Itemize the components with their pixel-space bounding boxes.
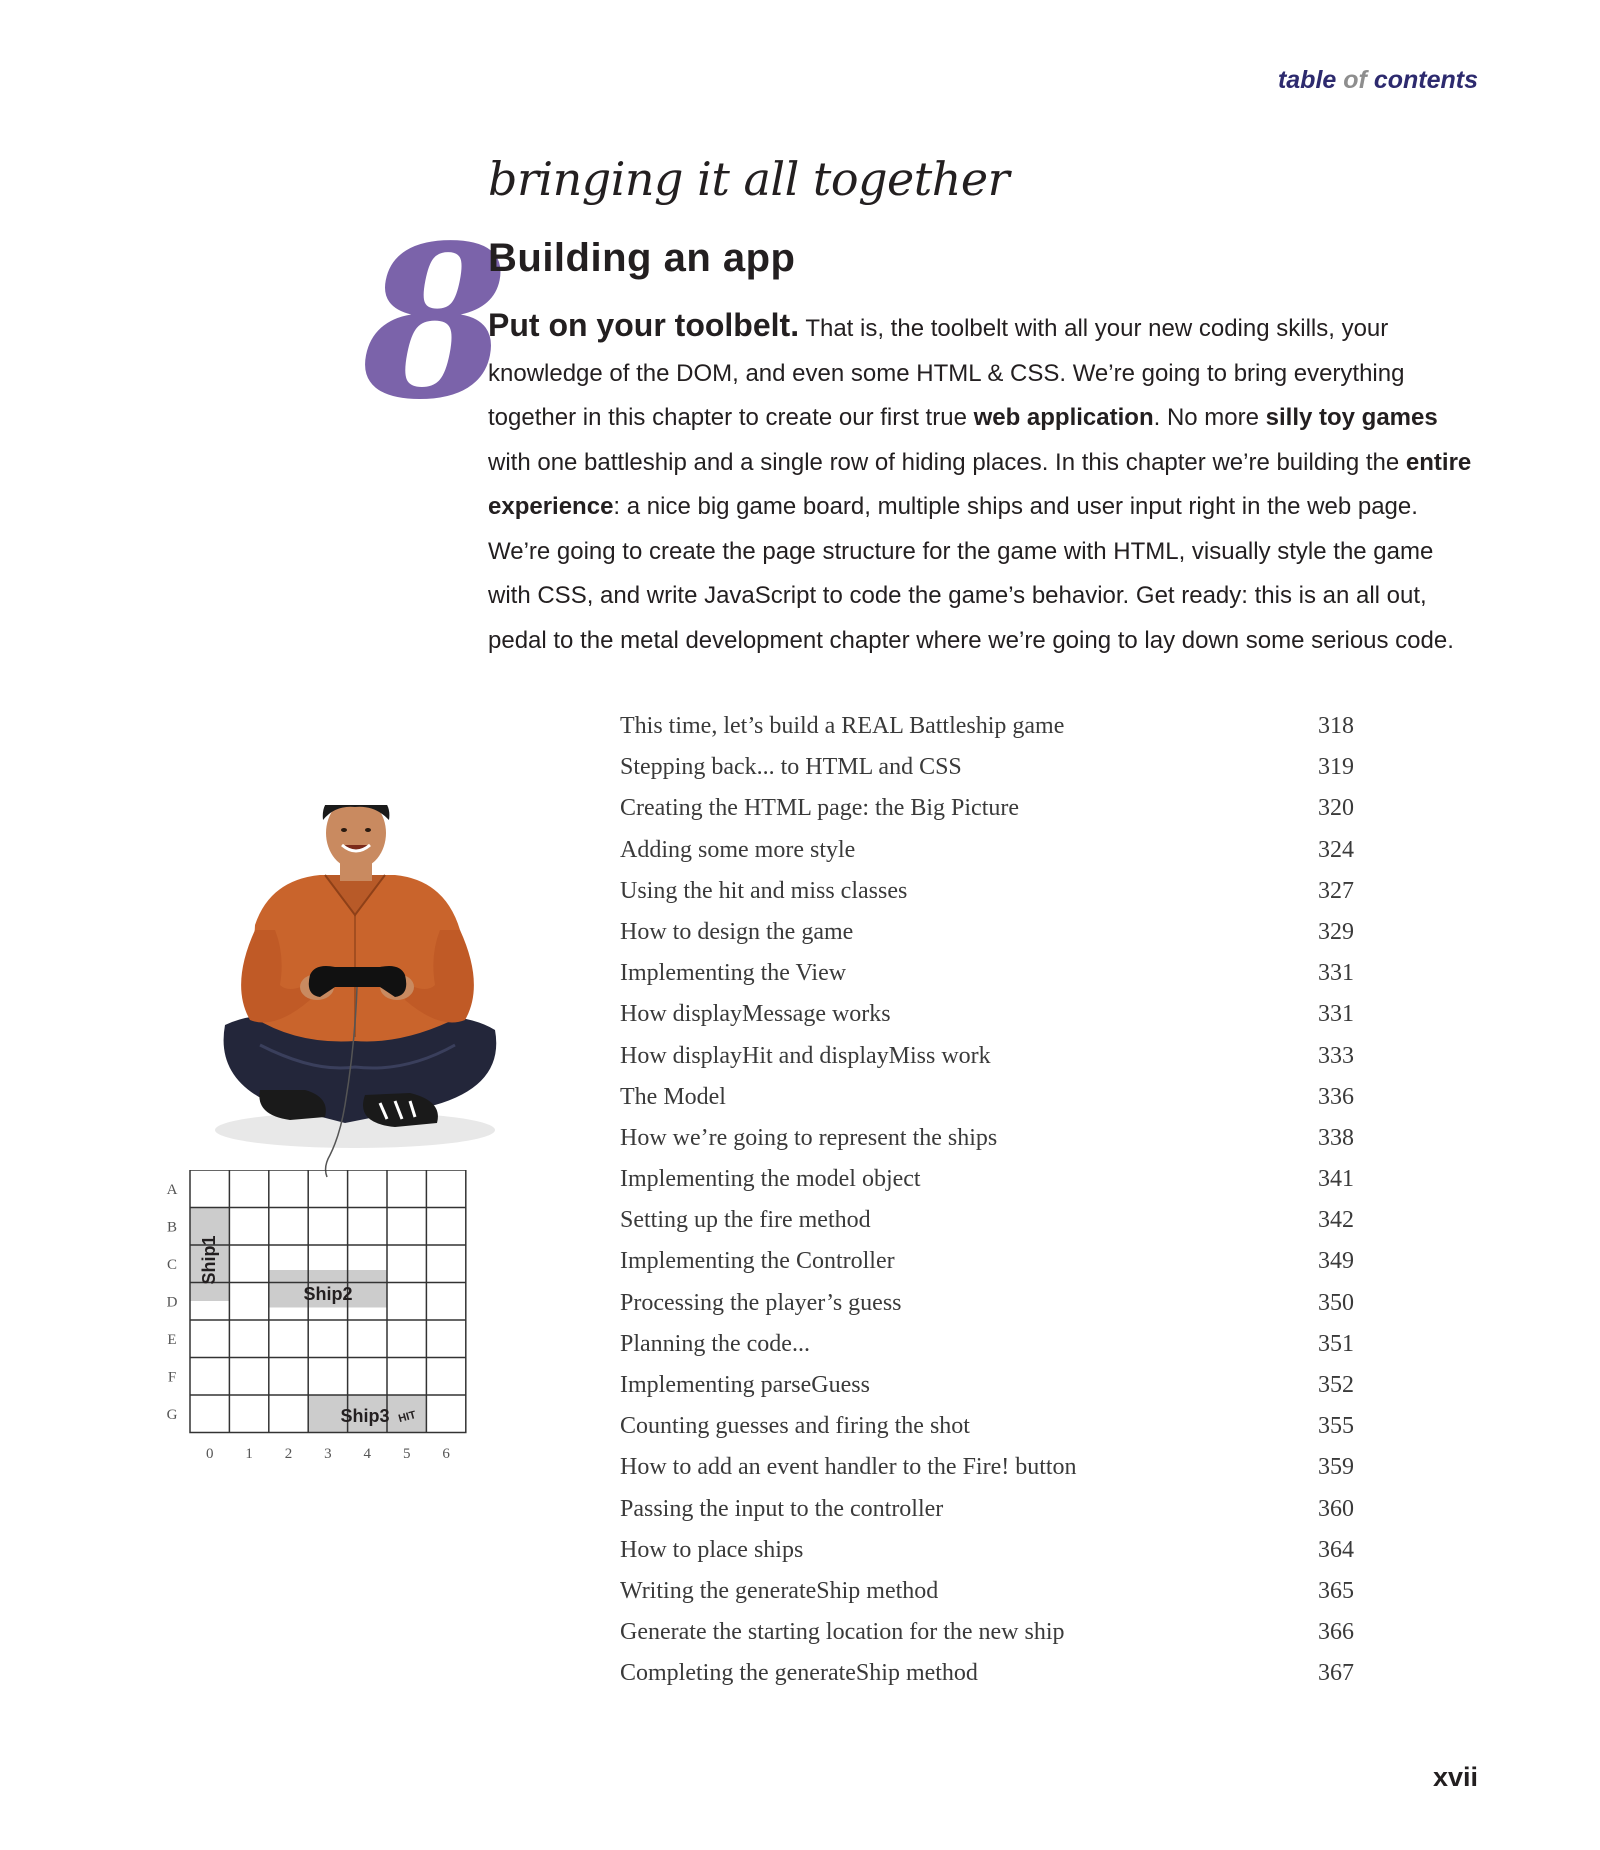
- header-word-table: table: [1277, 66, 1337, 94]
- toc-entry-page: 367: [1318, 1660, 1354, 1687]
- toc-entry-title: Implementing the Controller: [620, 1248, 895, 1275]
- toc-entry[interactable]: [620, 1571, 1360, 1612]
- toc-entry-page: 342: [1318, 1207, 1354, 1234]
- running-header: [1278, 66, 1478, 95]
- toc-entry-page: 331: [1318, 960, 1354, 987]
- toc-entry[interactable]: [620, 994, 1360, 1035]
- toc-entry-title: Stepping back... to HTML and CSS: [620, 754, 962, 781]
- toc-entry-title: The Model: [620, 1083, 726, 1110]
- toc-entry-title: How displayMessage works: [620, 1001, 891, 1028]
- toc-entry-page: 364: [1318, 1536, 1354, 1563]
- board-row-label: C: [166, 1257, 178, 1273]
- toc-entry-title: Adding some more style: [620, 836, 856, 863]
- toc-entry-title: Processing the player’s guess: [620, 1289, 902, 1316]
- toc-entry[interactable]: [620, 1447, 1360, 1488]
- board-col-label: 0: [205, 1446, 214, 1462]
- intro-text: : a nice big game board, multiple ships and user input right in the web page. We’re going to create the page structure for the game with HTML, visually style the game with CSS, and write JavaScript to code the game’s behavior. Get ready: this is an all out, pedal to the metal development chapter where we’re going to lay down some serious code.: [488, 493, 1454, 654]
- page-number: xvii: [1432, 1762, 1478, 1792]
- ship3-label: Ship3: [340, 1406, 390, 1426]
- toc-entry[interactable]: [620, 747, 1360, 788]
- toc-entry-page: 329: [1318, 918, 1354, 945]
- intro-bold: silly toy games: [1265, 404, 1438, 431]
- toc-entry[interactable]: [620, 1159, 1360, 1200]
- hit-label: HIT: [397, 1409, 418, 1426]
- toc-entry[interactable]: [620, 1489, 1360, 1530]
- toc-entry-title: How to place ships: [620, 1536, 804, 1563]
- toc-entry-title: How we’re going to represent the ships: [620, 1124, 998, 1151]
- toc-entry-title: Completing the generateShip method: [620, 1660, 978, 1687]
- toc-entry-title: Passing the input to the controller: [620, 1495, 944, 1522]
- toc-entry[interactable]: [620, 1200, 1360, 1241]
- intro-bold: entire experience: [488, 448, 1472, 520]
- toc-entry[interactable]: [620, 1036, 1360, 1077]
- toc-entry[interactable]: [620, 1077, 1360, 1118]
- header-word-contents: contents: [1373, 66, 1478, 94]
- board-col-label: 6: [442, 1446, 450, 1462]
- toc-entry-page: 352: [1318, 1372, 1354, 1398]
- toc-entry-page: 360: [1318, 1495, 1354, 1522]
- toc-entry-page: 324: [1318, 836, 1354, 863]
- toc-entry[interactable]: [620, 830, 1360, 871]
- header-word-of: of: [1343, 66, 1367, 94]
- toc-entry[interactable]: [620, 1653, 1360, 1694]
- toc-entry-page: 327: [1318, 877, 1354, 904]
- board-row-label: F: [167, 1369, 177, 1386]
- toc-entry-title: How to design the game: [620, 918, 854, 945]
- toc-entry-page: 338: [1318, 1124, 1354, 1151]
- toc-entry-page: 331: [1318, 1001, 1354, 1028]
- toc-entry-title: Using the hit and miss classes: [620, 877, 908, 904]
- toc-entry-page: 341: [1318, 1166, 1354, 1193]
- toc-list: [620, 706, 1360, 1695]
- board-col-label: 4: [363, 1446, 372, 1462]
- chapter-intro: [488, 303, 1478, 663]
- toc-entry[interactable]: [620, 953, 1360, 994]
- toc-entry-title: How displayHit and displayMiss work: [620, 1042, 991, 1069]
- intro-text: That is, the toolbelt with all your new coding skills, your knowledge of the DOM, and even some HTML & CSS. We’re going to bring everything together in this chapter to create our first true: [488, 315, 1405, 431]
- toc-entry[interactable]: [620, 1118, 1360, 1159]
- toc-entry-title: Implementing parseGuess: [620, 1372, 870, 1398]
- toc-entry-page: 320: [1318, 795, 1354, 822]
- toc-entry[interactable]: [620, 1283, 1360, 1324]
- board-col-label: 5: [402, 1446, 411, 1462]
- toc-entry[interactable]: [620, 912, 1360, 953]
- intro-text: . No more: [1153, 404, 1266, 431]
- toc-entry-title: Setting up the fire method: [620, 1207, 871, 1234]
- toc-entry[interactable]: [620, 788, 1360, 829]
- chapter-title: Building an app: [488, 236, 796, 280]
- toc-entry-page: 365: [1318, 1577, 1354, 1604]
- toc-entry[interactable]: [620, 1406, 1360, 1447]
- intro-text: with one battleship and a single row of hiding places. In this chapter we’re building the: [488, 448, 1406, 476]
- toc-entry-page: 350: [1318, 1289, 1354, 1316]
- intro-lead: Put on your toolbelt.: [488, 307, 800, 343]
- board-row-label: G: [166, 1407, 178, 1423]
- gamer-illustration: [205, 805, 515, 1180]
- toc-entry-page: 318: [1318, 713, 1354, 739]
- toc-entry-page: 333: [1318, 1042, 1354, 1069]
- battleship-board: [160, 1170, 530, 1470]
- toc-entry[interactable]: [620, 1241, 1360, 1282]
- toc-entry[interactable]: [620, 706, 1360, 747]
- board-row-label: E: [167, 1332, 177, 1348]
- toc-entry-page: 319: [1318, 754, 1354, 781]
- ship1-label: Ship1: [199, 1235, 219, 1285]
- toc-entry-title: Implementing the View: [620, 960, 847, 987]
- intro-bold: web application: [973, 404, 1154, 431]
- toc-entry[interactable]: [620, 1612, 1360, 1653]
- toc-entry-title: Counting guesses and firing the shot: [620, 1413, 970, 1440]
- toc-entry-title: Implementing the model object: [620, 1166, 921, 1193]
- toc-entry[interactable]: [620, 871, 1360, 912]
- board-row-label: B: [166, 1219, 178, 1236]
- toc-entry-page: 336: [1318, 1083, 1354, 1110]
- board-col-label: 1: [245, 1446, 253, 1462]
- toc-entry-page: 366: [1318, 1619, 1354, 1646]
- toc-entry-title: This time, let’s build a REAL Battleship game: [620, 713, 1065, 739]
- toc-entry-title: Writing the generateShip method: [620, 1577, 939, 1604]
- toc-entry-page: 355: [1318, 1413, 1354, 1440]
- toc-entry[interactable]: [620, 1530, 1360, 1571]
- toc-entry-title: Generate the starting location for the new ship: [620, 1619, 1065, 1646]
- toc-entry-page: 359: [1318, 1454, 1354, 1481]
- toc-entry-title: Creating the HTML page: the Big Picture: [620, 795, 1020, 822]
- toc-entry[interactable]: [620, 1324, 1360, 1365]
- toc-entry-page: 349: [1318, 1248, 1354, 1275]
- chapter-subtitle: bringing it all together: [488, 152, 1010, 206]
- board-row-label: A: [166, 1182, 178, 1198]
- toc-entry[interactable]: [620, 1365, 1360, 1406]
- toc-entry-title: Planning the code...: [620, 1330, 810, 1357]
- chapter-number: 8: [362, 199, 501, 446]
- ship2-label: Ship2: [303, 1284, 353, 1304]
- toc-entry-page: 351: [1318, 1330, 1354, 1357]
- board-col-label: 2: [284, 1446, 293, 1462]
- board-row-label: D: [166, 1294, 178, 1311]
- board-col-label: 3: [324, 1446, 332, 1462]
- toc-entry-title: How to add an event handler to the Fire! button: [620, 1454, 1077, 1481]
